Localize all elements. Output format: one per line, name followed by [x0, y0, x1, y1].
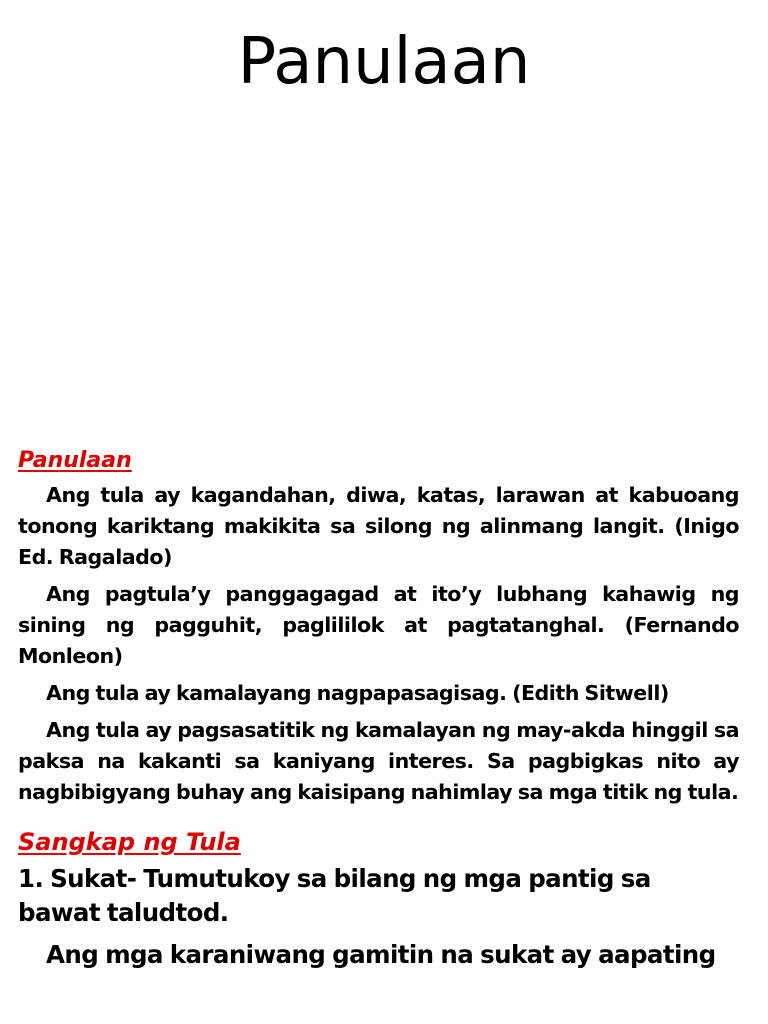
sukat-paragraph: Ang mga karaniwang gamitin na sukat ay aapating — [46, 940, 716, 969]
definition-paragraph: Ang pagtula’y panggagagad at ito’y lubhang kahawig ng sining ng pagguhit, paglililok at pagtatanghal. (Fernando Monleon) — [18, 582, 739, 668]
definition-paragraph: Ang tula ay kagandahan, diwa, katas, larawan at kabuoang tonong kariktang makikita sa silong ng alinmang langit. (Inigo Ed. Ragalado) — [18, 483, 739, 569]
definition-paragraph: Ang tula ay pagsasatitik ng kamalayan ng may-akda hinggil sa paksa na kakanti sa kaniyang interes. Sa pagbigkas nito ay nagbibigyang buhay ang kaisipang nahimlay sa mga titik ng tula. — [18, 718, 739, 804]
definition-paragraph: Ang tula ay kamalayang nagpapasagisag. (Edith Sitwell) — [46, 681, 669, 705]
list-item-sukat: 1. Sukat- Tumutukoy sa bilang ng mga pantig sa bawat taludtod. — [18, 864, 651, 927]
section-heading-sangkap: Sangkap ng Tula — [18, 828, 241, 856]
slide-body — [18, 446, 739, 972]
page-title: Panulaan — [237, 25, 531, 99]
section-heading-panulaan: Panulaan — [18, 448, 132, 473]
